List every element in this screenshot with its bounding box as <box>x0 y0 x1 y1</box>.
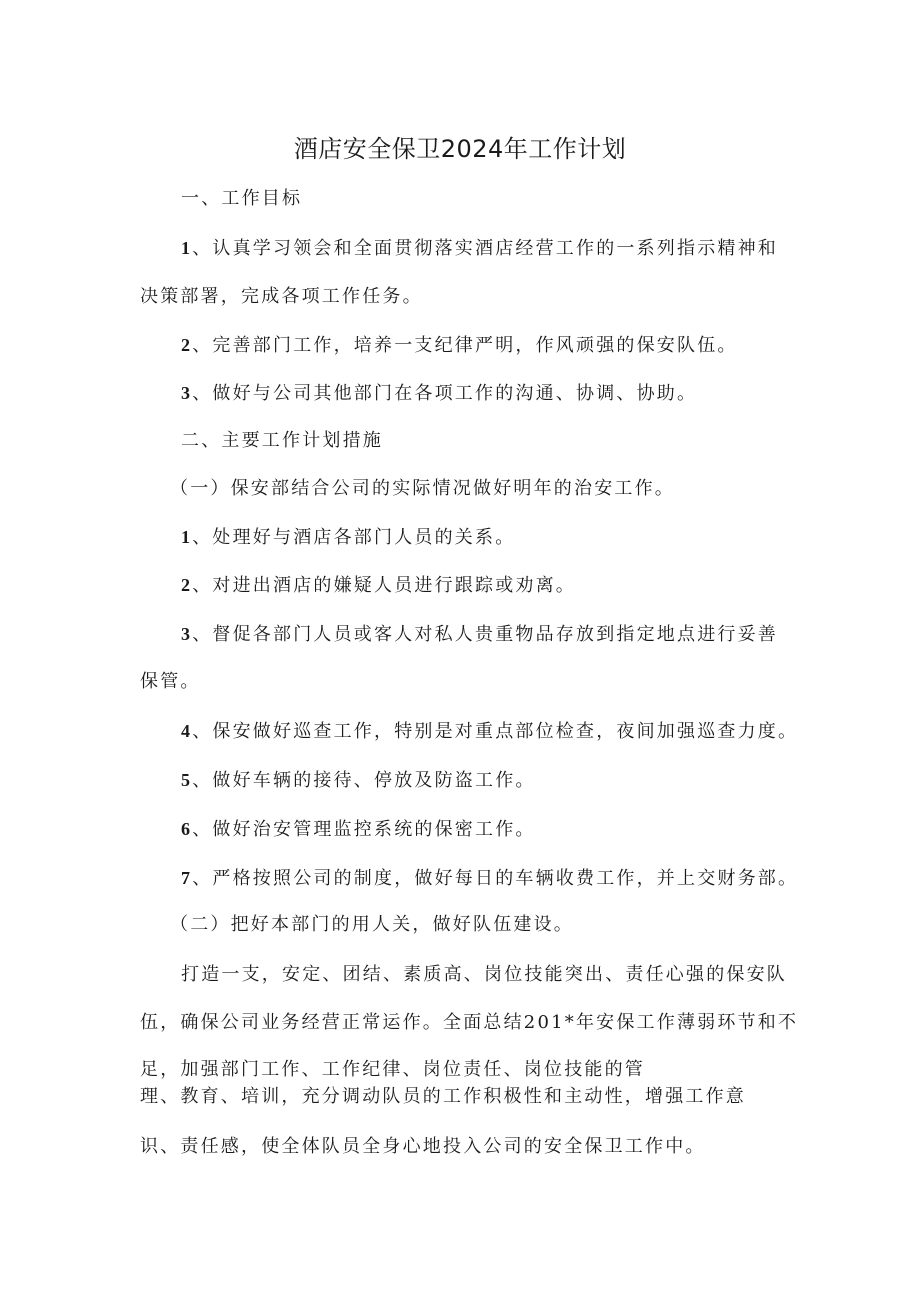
measure-item-2: 2、对进出酒店的嫌疑人员进行跟踪或劝离。 <box>181 575 577 596</box>
paragraph-line: 识、责任感，使全体队员全身心地投入公司的安全保卫工作中。 <box>140 1136 706 1157</box>
measure-item-5: 5、做好车辆的接待、停放及防盗工作。 <box>181 770 536 791</box>
section-heading-goals: 一、工作目标 <box>181 188 303 209</box>
paragraph-line: 理、教育、培训，充分调动队员的工作积极性和主动性，增强工作意 <box>140 1086 746 1107</box>
measure-item-1: 1、处理好与酒店各部门人员的关系。 <box>181 527 516 548</box>
measure-item-3: 3、督促各部门人员或客人对私人贵重物品存放到指定地点进行妥善 <box>181 624 778 645</box>
goal-item-1: 1、认真学习领会和全面贯彻落实酒店经营工作的一系列指示精神和 <box>181 238 778 259</box>
measure-item-3-continuation: 保管。 <box>140 671 201 692</box>
measure-item-6: 6、做好治安管理监控系统的保密工作。 <box>181 819 536 840</box>
document-title: 酒店安全保卫2024年工作计划 <box>293 135 627 163</box>
subsection-heading-staffing: （二）把好本部门的用人关，做好队伍建设。 <box>170 914 574 935</box>
paragraph-line: 足，加强部门工作、工作纪律、岗位责任、岗位技能的管 <box>140 1059 645 1080</box>
subsection-heading-security: （一）保安部结合公司的实际情况做好明年的治安工作。 <box>170 478 675 499</box>
goal-item-1-continuation: 决策部署，完成各项工作任务。 <box>140 286 423 307</box>
section-heading-measures: 二、主要工作计划措施 <box>181 430 383 451</box>
paragraph-line: 伍，确保公司业务经营正常运作。全面总结201*年安保工作薄弱环节和不 <box>140 1012 799 1033</box>
measure-item-4: 4、保安做好巡查工作，特别是对重点部位检查，夜间加强巡查力度。 <box>181 721 799 742</box>
goal-item-2: 2、完善部门工作，培养一支纪律严明，作风顽强的保安队伍。 <box>181 335 738 356</box>
goal-item-3: 3、做好与公司其他部门在各项工作的沟通、协调、协助。 <box>181 383 698 404</box>
measure-item-7: 7、严格按照公司的制度，做好每日的车辆收费工作，并上交财务部。 <box>181 868 799 889</box>
paragraph-line: 打造一支，安定、团结、素质高、岗位技能突出、责任心强的保安队 <box>181 964 787 985</box>
